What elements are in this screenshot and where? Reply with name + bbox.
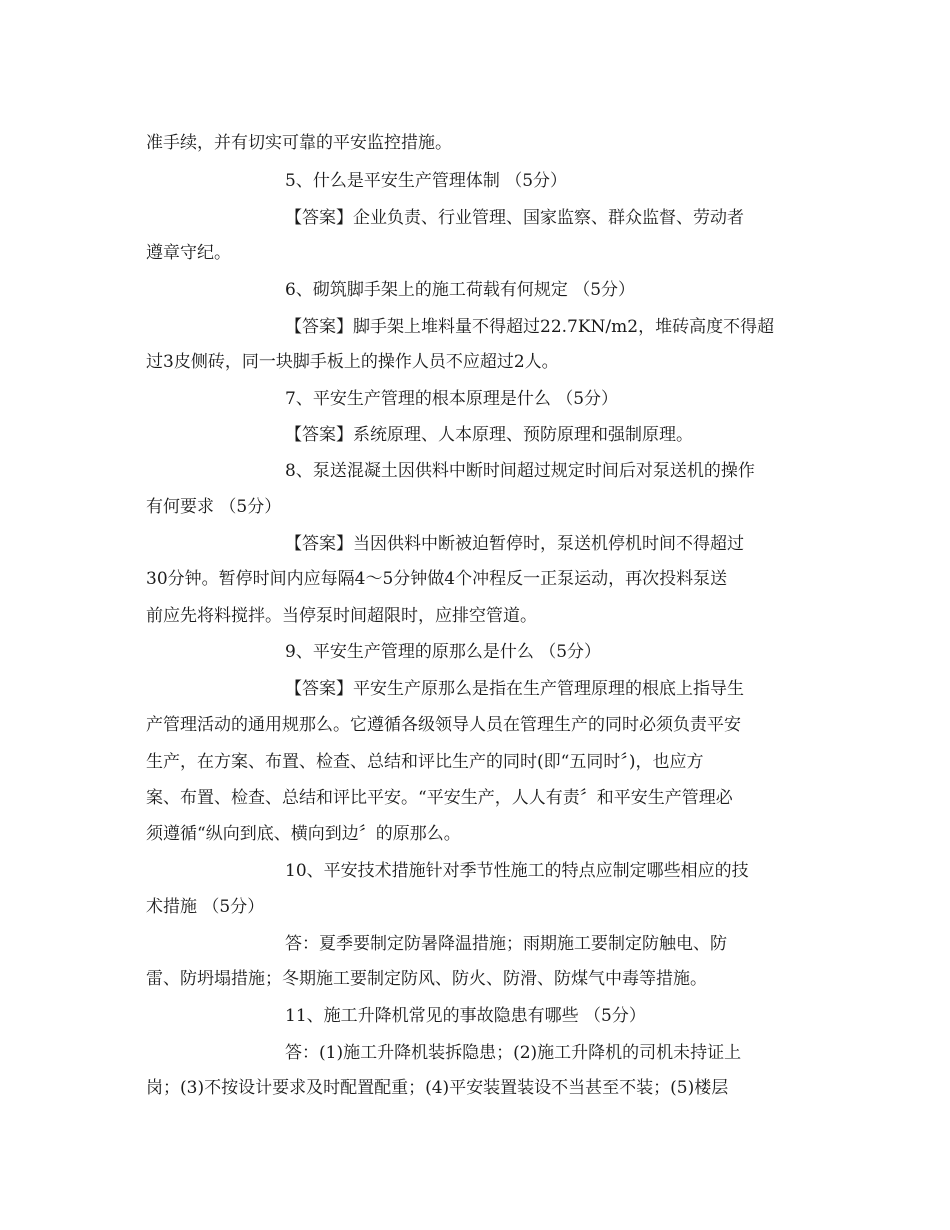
question-heading: 6、砌筑脚手架上的施工荷载有何规定 （5分） [285,280,636,300]
question-heading: 11、施工升降机常见的事故隐患有哪些 （5分） [285,1006,646,1026]
text-line: 遵章守纪。 [146,243,231,263]
text-line: 案、布置、检查、总结和评比平安。“平安生产，人人有责〞和平安生产管理必 [146,788,733,808]
answer-line: 【答案】系统原理、人本原理、预防原理和强制原理。 [285,425,693,445]
text-line: 生产，在方案、布置、检查、总结和评比生产的同时(即“五同时〞)，也应方 [146,752,704,772]
answer-line: 【答案】脚手架上堆料量不得超过22.7KN/m2，堆砖高度不得超 [285,317,775,337]
text-line: 有何要求 （5分） [146,497,282,517]
text-line: 术措施 （5分） [146,897,265,917]
answer-line: 【答案】当因供料中断被迫暂停时，泵送机停机时间不得超过 [285,534,744,554]
answer-line: 【答案】企业负责、行业管理、国家监察、群众监督、劳动者 [285,208,744,228]
text-line: 岗；(3)不按设计要求及时配置配重；(4)平安装置装设不当甚至不装；(5)楼层 [146,1078,729,1098]
answer-line: 答：夏季要制定防暑降温措施；雨期施工要制定防触电、防 [285,934,727,954]
question-heading: 7、平安生产管理的根本原理是什么 （5分） [285,389,619,409]
text-line: 过3皮侧砖，同一块脚手板上的操作人员不应超过2人。 [146,352,559,372]
question-heading: 5、什么是平安生产管理体制 （5分） [285,171,568,191]
answer-line: 答：(1)施工升降机装拆隐患；(2)施工升降机的司机未持证上 [285,1043,742,1063]
text-line: 雷、防坍塌措施；冬期施工要制定防风、防火、防滑、防煤气中毒等措施。 [146,969,707,989]
question-heading: 9、平安生产管理的原那么是什么 （5分） [285,642,602,662]
question-heading: 8、泵送混凝土因供料中断时间超过规定时间后对泵送机的操作 [285,461,755,481]
text-line: 准手续，并有切实可靠的平安监控措施。 [146,133,452,153]
text-line: 须遵循“纵向到底、横向到边〞的原那么。 [146,824,461,844]
text-line: 30分钟。暂停时间内应每隔4～5分钟做4个冲程反一正泵运动，再次投料泵送 [146,569,728,589]
text-line: 前应先将料搅拌。当停泵时间超限时，应排空管道。 [146,606,537,626]
answer-line: 【答案】平安生产原那么是指在生产管理原理的根底上指导生 [285,679,744,699]
text-line: 产管理活动的通用规那么。它遵循各级领导人员在管理生产的同时必须负责平安 [146,715,741,735]
question-heading: 10、平安技术措施针对季节性施工的特点应制定哪些相应的技 [285,861,749,881]
